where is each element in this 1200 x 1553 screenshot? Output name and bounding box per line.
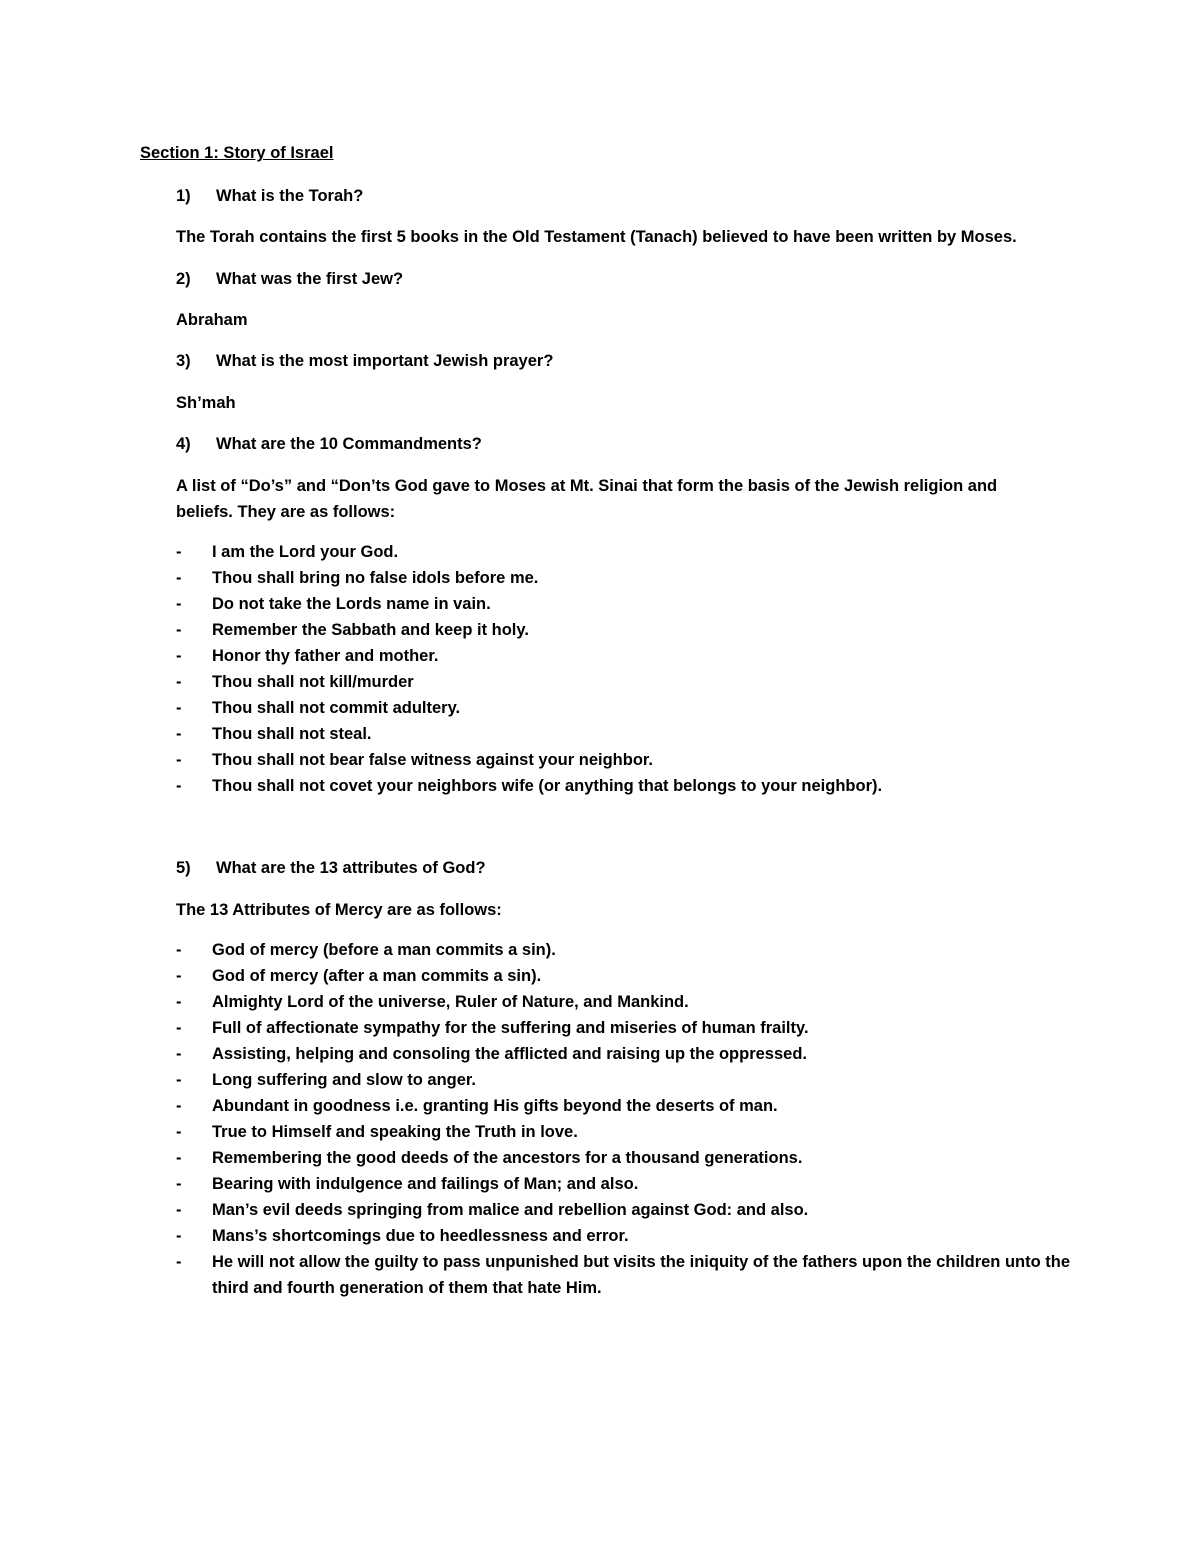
commandment-text: Honor thy father and mother. (212, 647, 439, 665)
bullet-dash: - (176, 621, 182, 639)
bullet-dash: - (176, 543, 182, 561)
commandment-text: I am the Lord your God. (212, 543, 399, 561)
answer-5: The 13 Attributes of Mercy are as follows: (176, 901, 502, 919)
bullet-dash: - (176, 993, 182, 1011)
list-item (176, 643, 1076, 669)
attribute-text: Man’s evil deeds springing from malice and rebellion against God: and also. (212, 1201, 809, 1219)
list-item (176, 591, 1076, 617)
commandment-text: Thou shall not covet your neighbors wife (or anything that belongs to your neighbor). (212, 777, 883, 795)
list-item (176, 1145, 1076, 1171)
question-3-number: 3) (176, 352, 191, 370)
bullet-dash: - (176, 941, 182, 959)
attribute-text: Remembering the good deeds of the ancestors for a thousand generations. (212, 1149, 803, 1167)
list-item (176, 721, 1076, 747)
attribute-text: He will not allow the guilty to pass unpunished but visits the iniquity of the fathers upon the children unto the third and fourth generation of them that hate Him. (212, 1253, 1071, 1297)
list-item (176, 1093, 1076, 1119)
list-item (176, 669, 1076, 695)
attribute-text: God of mercy (after a man commits a sin). (212, 967, 542, 985)
attributes-list (176, 937, 1076, 1301)
bullet-dash: - (176, 1045, 182, 1063)
bullet-dash: - (176, 595, 182, 613)
commandment-text: Thou shall not steal. (212, 725, 372, 743)
commandment-text: Thou shall not kill/murder (212, 673, 414, 691)
attribute-text: Mans’s shortcomings due to heedlessness and error. (212, 1227, 629, 1245)
list-item (176, 937, 1076, 963)
list-item (176, 617, 1076, 643)
attribute-text: Almighty Lord of the universe, Ruler of Nature, and Mankind. (212, 993, 689, 1011)
attribute-text: True to Himself and speaking the Truth in love. (212, 1123, 578, 1141)
list-item (176, 773, 1076, 799)
bullet-dash: - (176, 699, 182, 717)
list-item (176, 1015, 1076, 1041)
commandment-text: Do not take the Lords name in vain. (212, 595, 491, 613)
bullet-dash: - (176, 1149, 182, 1167)
bullet-dash: - (176, 1201, 182, 1219)
list-item (176, 1171, 1076, 1197)
list-item (176, 1249, 1076, 1301)
list-item (176, 747, 1076, 773)
answer-2: Abraham (176, 311, 248, 329)
question-1-number: 1) (176, 187, 191, 205)
commandments-list (176, 539, 1076, 799)
bullet-dash: - (176, 673, 182, 691)
question-2-number: 2) (176, 270, 191, 288)
commandment-text: Thou shall not bear false witness against your neighbor. (212, 751, 653, 769)
bullet-dash: - (176, 569, 182, 587)
bullet-dash: - (176, 1123, 182, 1141)
list-item (176, 1067, 1076, 1093)
bullet-dash: - (176, 777, 182, 795)
bullet-dash: - (176, 1019, 182, 1037)
bullet-dash: - (176, 1227, 182, 1245)
answer-1: The Torah contains the first 5 books in the Old Testament (Tanach) believed to have been written by Moses. (176, 228, 1017, 246)
bullet-dash: - (176, 751, 182, 769)
attribute-text: Long suffering and slow to anger. (212, 1071, 477, 1089)
list-item (176, 1041, 1076, 1067)
bullet-dash: - (176, 725, 182, 743)
bullet-dash: - (176, 967, 182, 985)
list-item (176, 565, 1076, 591)
attribute-text: Abundant in goodness i.e. granting His gifts beyond the deserts of man. (212, 1097, 778, 1115)
question-2-text: What was the first Jew? (216, 270, 404, 288)
attribute-text: God of mercy (before a man commits a sin). (212, 941, 556, 959)
list-item (176, 695, 1076, 721)
question-5-text: What are the 13 attributes of God? (216, 859, 486, 877)
attribute-text: Assisting, helping and consoling the afflicted and raising up the oppressed. (212, 1045, 807, 1063)
question-4-text: What are the 10 Commandments? (216, 435, 482, 453)
list-item (176, 963, 1076, 989)
section-heading: Section 1: Story of Israel (140, 144, 334, 162)
commandment-text: Remember the Sabbath and keep it holy. (212, 621, 529, 639)
list-item (176, 539, 1076, 565)
answer-4: A list of “Do’s” and “Don’ts God gave to Moses at Mt. Sinai that form the basis of the Jewish religion and beliefs. They are as follows: (176, 477, 998, 521)
list-item (176, 1119, 1076, 1145)
bullet-dash: - (176, 647, 182, 665)
attribute-text: Bearing with indulgence and failings of Man; and also. (212, 1175, 639, 1193)
commandment-text: Thou shall not commit adultery. (212, 699, 461, 717)
list-item (176, 1197, 1076, 1223)
question-4-number: 4) (176, 435, 191, 453)
question-1-text: What is the Torah? (216, 187, 364, 205)
answer-3: Sh’mah (176, 394, 236, 412)
list-item (176, 989, 1076, 1015)
attribute-text: Full of affectionate sympathy for the suffering and miseries of human frailty. (212, 1019, 809, 1037)
bullet-dash: - (176, 1071, 182, 1089)
bullet-dash: - (176, 1175, 182, 1193)
commandment-text: Thou shall bring no false idols before me. (212, 569, 539, 587)
question-3-text: What is the most important Jewish prayer? (216, 352, 554, 370)
bullet-dash: - (176, 1253, 182, 1271)
list-item (176, 1223, 1076, 1249)
bullet-dash: - (176, 1097, 182, 1115)
question-5-number: 5) (176, 859, 191, 877)
